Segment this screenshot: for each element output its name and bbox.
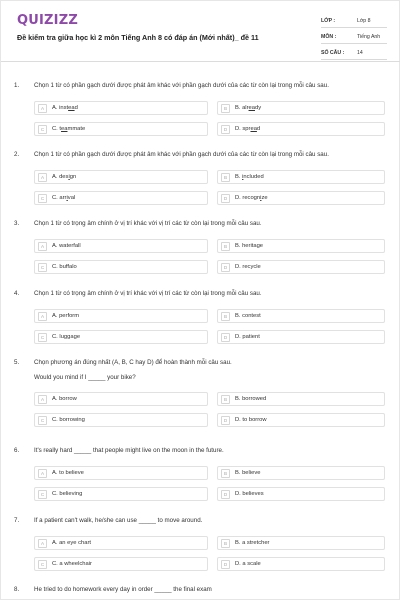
option-text: A. design xyxy=(52,174,77,180)
answer-option-a[interactable] xyxy=(34,536,208,550)
underlined-letters: ea xyxy=(61,126,68,132)
option-text: C. a wheelchair xyxy=(52,561,92,567)
question-text: Chọn phương án đúng nhất (A, B, C hay D) để hoàn thành mỗi câu sau. xyxy=(34,359,232,366)
option-text: D. spread xyxy=(235,126,261,132)
option-text: C. believing xyxy=(52,491,83,497)
question-sentence: Would you mind if I _____ your bike? xyxy=(34,374,136,381)
answer-option-a[interactable] xyxy=(34,466,208,480)
option-letter-badge: D xyxy=(221,416,230,425)
question-text: Chọn 1 từ có phần gạch dưới được phát âm khác với phần gạch dưới của các từ còn lại trong mỗi câu sau. xyxy=(34,82,329,89)
option-letter-badge: B xyxy=(221,104,230,113)
option-text: D. believes xyxy=(235,491,264,497)
option-letter-badge: A xyxy=(38,469,47,478)
option-text: A. borrow xyxy=(52,396,77,402)
question-number: 3. xyxy=(14,220,20,227)
option-letter-badge: B xyxy=(221,173,230,182)
answer-option-a[interactable] xyxy=(34,392,208,406)
answer-option-b[interactable] xyxy=(217,170,385,184)
question-number: 8. xyxy=(14,586,20,593)
answer-option-b[interactable] xyxy=(217,392,385,406)
option-letter-badge: A xyxy=(38,104,47,113)
option-text: C. arrival xyxy=(52,195,76,201)
worksheet-title: Đề kiểm tra giữa học kì 2 môn Tiếng Anh 8 có đáp án (Mới nhất)_ đề 11 xyxy=(17,33,259,42)
question-number: 6. xyxy=(14,447,20,454)
question-number: 1. xyxy=(14,82,20,89)
question-text: If a patient can't walk, he/she can use _____ to move around. xyxy=(34,517,203,524)
option-text: B. a stretcher xyxy=(235,540,270,546)
option-letter-badge: B xyxy=(221,395,230,404)
answer-option-d[interactable] xyxy=(217,487,385,501)
answer-option-d[interactable] xyxy=(217,122,385,136)
answer-option-a[interactable] xyxy=(34,170,208,184)
underlined-letters: ea xyxy=(250,126,257,132)
meta-key: MÔN : xyxy=(321,34,337,40)
option-letter-badge: B xyxy=(221,539,230,548)
option-text: B. heritage xyxy=(235,243,264,249)
quizizz-logo: QUIZIZZ xyxy=(17,13,78,28)
meta-row-question-count xyxy=(321,47,387,60)
answer-option-a[interactable] xyxy=(34,101,208,115)
answer-option-c[interactable] xyxy=(34,557,208,571)
meta-value: 14 xyxy=(357,50,363,56)
option-letter-badge: C xyxy=(38,125,47,134)
answer-option-d[interactable] xyxy=(217,413,385,427)
option-text: A. instead xyxy=(52,105,78,111)
option-letter-badge: C xyxy=(38,490,47,499)
meta-value: Tiếng Anh xyxy=(357,34,381,40)
option-text: D. to borrow xyxy=(235,417,267,423)
answer-option-c[interactable] xyxy=(34,413,208,427)
underlined-letters: i xyxy=(260,195,262,201)
option-text: B. contest xyxy=(235,313,261,319)
answer-option-d[interactable] xyxy=(217,191,385,205)
header-divider xyxy=(1,61,400,62)
meta-row-subject xyxy=(321,31,387,44)
option-letter-badge: C xyxy=(38,560,47,569)
question-text: Chọn 1 từ có trọng âm chính ở vị trí khác với vị trí các từ còn lại trong mỗi câu sau. xyxy=(34,290,262,297)
option-text: C. teammate xyxy=(52,126,86,132)
answer-option-b[interactable] xyxy=(217,309,385,323)
question-text: He tried to do homework every day in order _____ the final exam xyxy=(34,586,212,593)
meta-value: Lớp 8 xyxy=(357,18,371,24)
option-letter-badge: A xyxy=(38,173,47,182)
option-text: C. borrowing xyxy=(52,417,85,423)
question-number: 5. xyxy=(14,359,20,366)
option-letter-badge: D xyxy=(221,194,230,203)
question-text: Chọn 1 từ có trọng âm chính ở vị trí khác với vị trí các từ còn lại trong mỗi câu sau. xyxy=(34,220,262,227)
answer-option-b[interactable] xyxy=(217,536,385,550)
answer-option-d[interactable] xyxy=(217,330,385,344)
underlined-letters: i xyxy=(68,174,70,180)
option-text: D. recognize xyxy=(235,195,268,201)
option-text: B. borrowed xyxy=(235,396,267,402)
underlined-letters: ea xyxy=(68,105,75,111)
option-text: A. perform xyxy=(52,313,80,319)
answer-option-a[interactable] xyxy=(34,239,208,253)
answer-option-b[interactable] xyxy=(217,466,385,480)
answer-option-a[interactable] xyxy=(34,309,208,323)
option-letter-badge: B xyxy=(221,312,230,321)
option-text: A. waterfall xyxy=(52,243,81,249)
question-text: It's really hard _____ that people might live on the moon in the future. xyxy=(34,447,224,454)
answer-option-d[interactable] xyxy=(217,557,385,571)
option-text: C. luggage xyxy=(52,334,81,340)
option-text: C. buffalo xyxy=(52,264,77,270)
answer-option-b[interactable] xyxy=(217,239,385,253)
option-letter-badge: C xyxy=(38,416,47,425)
answer-option-c[interactable] xyxy=(34,487,208,501)
answer-option-c[interactable] xyxy=(34,260,208,274)
option-letter-badge: D xyxy=(221,333,230,342)
option-letter-badge: B xyxy=(221,469,230,478)
option-text: D. recycle xyxy=(235,264,261,270)
option-letter-badge: D xyxy=(221,490,230,499)
option-letter-badge: C xyxy=(38,333,47,342)
meta-row-class xyxy=(321,15,387,28)
option-letter-badge: C xyxy=(38,194,47,203)
option-letter-badge: B xyxy=(221,242,230,251)
option-letter-badge: D xyxy=(221,263,230,272)
answer-option-d[interactable] xyxy=(217,260,385,274)
option-text: B. already xyxy=(235,105,262,111)
question-number: 2. xyxy=(14,151,20,158)
meta-key: SỐ CÂU : xyxy=(321,50,345,56)
option-text: D. a scale xyxy=(235,561,261,567)
option-text: D. patient xyxy=(235,334,260,340)
option-text: B. included xyxy=(235,174,264,180)
question-number: 4. xyxy=(14,290,20,297)
underlined-letters: i xyxy=(66,195,68,201)
option-letter-badge: A xyxy=(38,395,47,404)
option-letter-badge: A xyxy=(38,539,47,548)
option-letter-badge: A xyxy=(38,312,47,321)
meta-key: LỚP : xyxy=(321,18,336,24)
answer-option-c[interactable] xyxy=(34,191,208,205)
answer-option-c[interactable] xyxy=(34,122,208,136)
meta-panel xyxy=(321,15,387,63)
option-letter-badge: D xyxy=(221,125,230,134)
option-text: A. an eye chart xyxy=(52,540,91,546)
option-letter-badge: C xyxy=(38,263,47,272)
answer-option-c[interactable] xyxy=(34,330,208,344)
option-text: A. to believe xyxy=(52,470,84,476)
option-text: B. believe xyxy=(235,470,261,476)
underlined-letters: ea xyxy=(248,105,255,111)
question-text: Chọn 1 từ có phần gạch dưới được phát âm khác với phần gạch dưới của các từ còn lại trong mỗi câu sau. xyxy=(34,151,329,158)
answer-option-b[interactable] xyxy=(217,101,385,115)
underlined-letters: i xyxy=(242,174,244,180)
option-letter-badge: A xyxy=(38,242,47,251)
option-letter-badge: D xyxy=(221,560,230,569)
question-number: 7. xyxy=(14,517,20,524)
